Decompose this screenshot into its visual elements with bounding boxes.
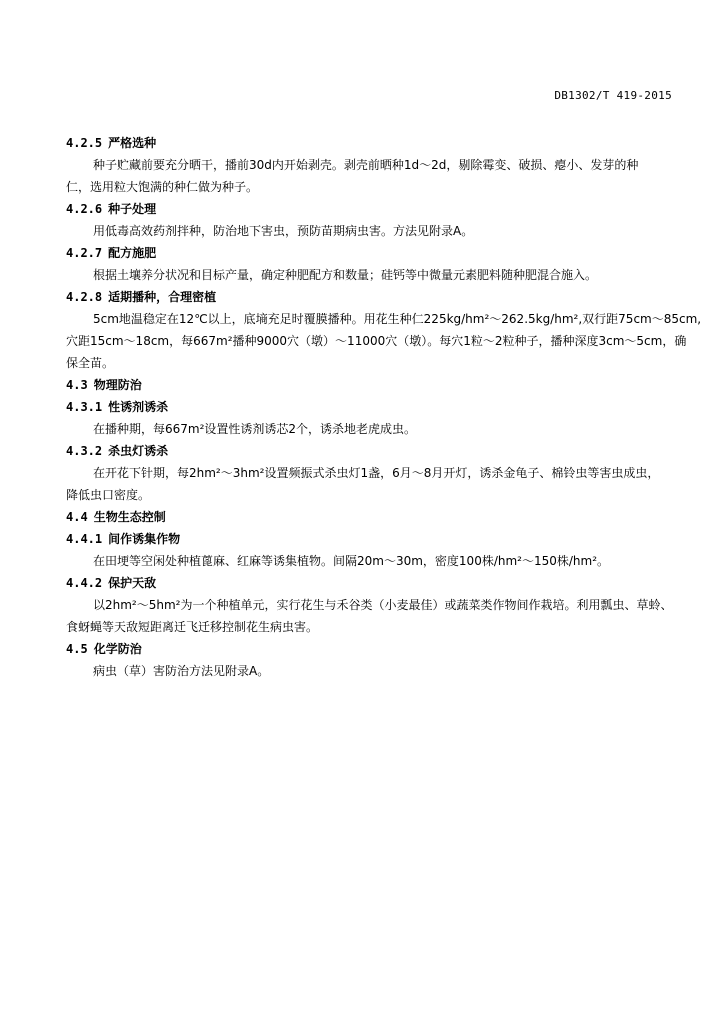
section-number: 4.2.8 — [66, 290, 103, 304]
section-number: 4.2.5 — [66, 136, 103, 150]
section-number: 4.4.2 — [66, 576, 103, 590]
paragraph-line: 仁，选用粒大饱满的种仁做为种子。 — [66, 180, 259, 194]
section-number: 4.2.7 — [66, 246, 103, 260]
section-title: 性诱剂诱杀 — [108, 400, 169, 414]
section-paragraph — [66, 154, 674, 198]
section-heading — [66, 572, 674, 594]
section-title: 生物生态控制 — [93, 510, 166, 524]
paragraph-line: 食蚜蝇等天敌短距离迁飞迁移控制花生病虫害。 — [66, 620, 319, 634]
section-heading — [66, 132, 674, 154]
paragraph-line: 在开花下针期，每2hm²～3hm²设置频振式杀虫灯1盏，6月～8月开灯，诱杀金龟子、棉铃虫等害虫成虫， — [93, 466, 660, 480]
section-title: 化学防治 — [93, 642, 142, 656]
section-paragraph — [66, 418, 674, 440]
section-paragraph — [66, 550, 674, 572]
paragraph-line: 根据土壤养分状况和目标产量，确定种肥配方和数量；硅钙等中微量元素肥料随种肥混合施入。 — [93, 268, 598, 282]
section-number: 4.4 — [66, 510, 88, 524]
section-number: 4.2.6 — [66, 202, 103, 216]
paragraph-line: 穴距15cm～18cm，每667m²播种9000穴（墩）～11000穴（墩）。每穴1粒～2粒种子，播种深度3cm～5cm，确 — [66, 334, 687, 348]
section-title: 间作诱集作物 — [108, 532, 181, 546]
section-heading — [66, 506, 674, 528]
section-title: 杀虫灯诱杀 — [108, 444, 169, 458]
paragraph-line: 用低毒高效药剂拌种，防治地下害虫，预防苗期病虫害。方法见附录A。 — [93, 224, 474, 238]
section-heading — [66, 286, 674, 308]
paragraph-line: 以2hm²～5hm²为一个种植单元，实行花生与禾谷类（小麦最佳）或蔬菜类作物间作栽培。利用瓢虫、草蛉、 — [93, 598, 673, 612]
section-number: 4.5 — [66, 642, 88, 656]
section-paragraph — [66, 594, 674, 638]
paragraph-line: 病虫（草）害防治方法见附录A。 — [93, 664, 270, 678]
section-title: 种子处理 — [108, 202, 157, 216]
section-heading — [66, 242, 674, 264]
paragraph-line: 种子贮藏前要充分晒干，播前30d内开始剥壳。剥壳前晒种1d～2d，剔除霉变、破损、瘪小、发芽的种 — [93, 158, 639, 172]
section-heading — [66, 374, 674, 396]
section-paragraph — [66, 660, 674, 682]
section-number: 4.3.1 — [66, 400, 103, 414]
section-heading — [66, 440, 674, 462]
paragraph-line: 降低虫口密度。 — [66, 488, 151, 502]
section-title: 物理防治 — [93, 378, 142, 392]
section-heading — [66, 638, 674, 660]
section-number: 4.3.2 — [66, 444, 103, 458]
section-heading — [66, 198, 674, 220]
section-paragraph — [66, 220, 674, 242]
section-title: 适期播种，合理密植 — [108, 290, 217, 304]
section-title: 严格选种 — [108, 136, 157, 150]
section-paragraph — [66, 308, 702, 374]
paragraph-line: 保全苗。 — [66, 356, 115, 370]
section-title: 配方施肥 — [108, 246, 157, 260]
paragraph-line: 在田埂等空闲处种植蓖麻、红麻等诱集植物。间隔20m～30m，密度100株/hm²～150株/hm²。 — [93, 554, 610, 568]
document-body — [66, 132, 702, 682]
section-number: 4.3 — [66, 378, 88, 392]
section-heading — [66, 528, 674, 550]
section-paragraph — [66, 264, 674, 286]
paragraph-line: 5cm地温稳定在12℃以上，底墒充足时覆膜播种。用花生种仁225kg/hm²～262.5kg/hm²,双行距75cm～85cm, — [93, 312, 702, 326]
document-code: DB1302/T 419-2015 — [554, 89, 672, 102]
section-title: 保护天敌 — [108, 576, 157, 590]
section-number: 4.4.1 — [66, 532, 103, 546]
paragraph-line: 在播种期，每667m²设置性诱剂诱芯2个，诱杀地老虎成虫。 — [93, 422, 417, 436]
section-heading — [66, 396, 674, 418]
section-paragraph — [66, 462, 674, 506]
